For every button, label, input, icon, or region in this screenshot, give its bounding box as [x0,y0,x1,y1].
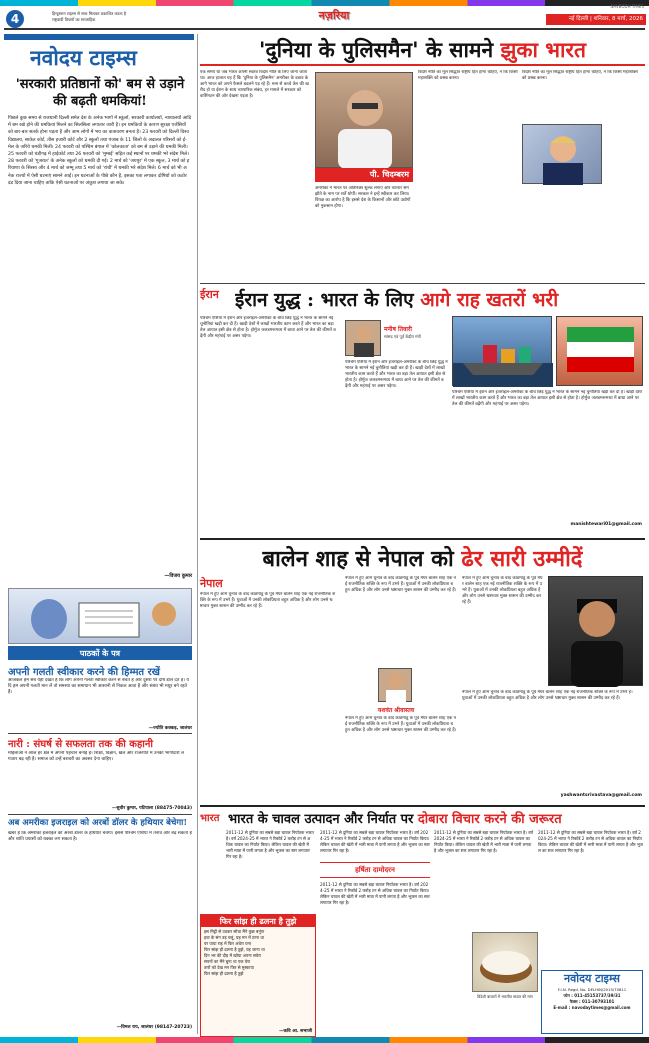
editorial-headline: 'सरकारी प्रतिष्ठानों को' बम से उड़ाने की बढ़ती धमकियां! [15,77,185,109]
poem-line: हवा के संग उड़ चलूं, यह मन में ठाना था [204,935,265,940]
rice-columnist: हर्षिता दामोदरन [320,862,430,878]
nepal-columnist-photo [378,668,412,702]
imprint-phone: फोन : 011-45153737/39/31 [563,992,621,998]
divider [200,538,645,540]
masthead-tagline: हिन्दुस्तान टाइम्स से साथ मिलकर प्रकाशित करता है [52,11,126,16]
lead-body-col1: एक समय था जब भारत अपनी स्वतंत्र विदेश नीति के लिए जाना जाता था। आज हालात यह हैं कि 'दुनिया के पुलिसमैन' अमरीका के दबाव के आगे भारत को अपने फैसले बदलने पड़ रहे हैं। रूस से कच्चे तेल की खरीद हो या ईरान के साथ व्यापारिक संबंध, हर मामले में सरकार को वाशिंगटन की ओर देखना पड़ता है। [200,70,309,99]
iran-columnist: मनीष तिवारी [384,326,412,333]
lead-headline-text: 'दुनिया के पुलिसमैन' के सामने झुका भारत [259,37,586,62]
dateline-city: नई दिल्ली [568,16,589,22]
letter2-author: —सुधीर कुमार, पटियाला (88475-70043) [111,806,192,811]
nepal-body-col4: नेपाल में हुए आम चुनाव के बाद काठमांडू के पूर्व मेयर बालेन शाह एक नई राजनीतिक शक्ति के रूप में उभरे हैं। युवाओं में उनकी लोकप्रियता बहुत अधिक है और लोग उनसे भ्रष्टाचार मुक्त शासन की उम्मीद कर रहे हैं। [462,576,543,606]
rice-body-col3: 2011-12 से दुनिया का सबसे बड़ा चावल निर्यातक भारत है। वर्ष 2024-25 में भारत ने रिकॉर्ड 2 करोड़ टन से अधिक चावल का निर्यात किया। लेकिन चावल की खेती में भारी मात्रा में पानी लगता है और भूजल का स्तर लगातार गिर रहा है। [434,830,533,853]
color-strip-bottom [0,1037,649,1043]
lead-headline [200,36,645,64]
letter1-title: अपनी गलती स्वीकार करने की हिम्मत रखें [8,667,160,678]
rice-body-col4: 2011-12 से दुनिया का सबसे बड़ा चावल निर्यातक भारत है। वर्ष 2024-25 में भारत ने रिकॉर्ड 2 करोड़ टन से अधिक चावल का निर्यात किया। लेकिन चावल की खेती में भारी मात्रा में पानी लगता है और भूजल का स्तर लगातार गिर रहा है। [538,830,643,853]
iran-body-col1: पश्चिम एशिया में ईरान और इजराइल-अमरीका के बीच छिड़े युद्ध ने भारत के सामने नई चुनौतियां खड़ी कर दी हैं। खाड़ी देशों में लाखों भारतीय काम करते हैं और भारत का बड़ा तेल आयात इसी क्षेत्र से होता है। होर्मुज जलडमरूमध्य में बाधा आने पर तेल की कीमतें बढ़ेंगी और महंगाई पर असर पड़ेगा। [200,316,336,340]
divider [200,283,645,284]
person-icon [316,73,414,169]
masthead [4,4,645,30]
divider [200,805,645,807]
rice-body-col2b: 2011-12 से दुनिया का सबसे बड़ा चावल निर्यातक भारत है। वर्ष 2024-25 में भारत ने रिकॉर्ड 2 करोड़ टन से अधिक चावल का निर्यात किया। लेकिन चावल की खेती में भारी मात्रा में पानी लगता है और भूजल का स्तर लगातार गिर रहा है। [320,882,430,905]
nepal-body-col3: नेपाल में हुए आम चुनाव के बाद काठमांडू के पूर्व मेयर बालेन शाह एक नई राजनीतिक शक्ति के रूप में उभरे हैं। युवाओं में उनकी लोकप्रियता बहुत अधिक है और लोग उनसे भ्रष्टाचार मुक्त शासन की उम्मीद कर रहे हैं। [345,716,457,734]
imprint-box [541,970,643,1034]
iran-headline: ईरान युद्ध : भारत के लिए आगे राह खतरों भरी [235,289,559,311]
divider [8,733,192,734]
letter3-author: —विमल राय, जालंधर (98147-20723) [116,1025,192,1030]
logo-band [4,34,194,40]
letter2-title: नारी : संघर्ष से सफलता तक की कहानी [8,739,154,750]
poem-line: फिर सांझ ही ढलना है तुझे [204,971,244,976]
nepal-email: yashwantsrivastava@gmail.com [560,793,642,798]
readers-corner-title: पाठकों के पत्र [8,646,192,660]
nepal-kicker: नेपाल [200,577,223,590]
divider [8,814,192,815]
headline-highlight: झुका भारत [500,37,586,62]
iran-email: manishtewari01@gmail.com [570,522,642,527]
editorial-body: पिछले कुछ समय से राजधानी दिल्ली समेत देश के अनेक भागों में स्कूलों, सरकारी कार्यालयों, न्यायालयों आदि में बम रखे होने की धमकियां मिलने का सिलसिला लगातार जारी है। इन धमकियों के कारण सुरक्षा एजेंसियों को बार-बार सतर्क होना पड़ता है और आम लोगों में भय का वातावरण बनता है। 23 फरवरी को दिल्ली विश्वविद्यालय, साकेत कोर्ट, तीस हजारी कोर्ट और 2 स्कूलों तथा पंजाब के 11 जिलों के अदालत परिसरों को ई-मेल के जरिये धमकी मिली। 24 फरवरी को पश्चिम बंगाल में 'कोलकाता' को बम से उड़ाने की धमकी मिली। 25 फरवरी को चंडीगढ़ में हाईकोर्ट तथा 26 फरवरी को 'मुम्बई' सहित कई स्थानों पर धमकी भरे संदेश मिले। 28 फरवरी को 'गुजरात' के अनेक स्कूलों को धमकी दी गई। 2 मार्च को 'जयपुर' में एक स्कूल, 3 मार्च को हरियाणा के सिरसा और 4 मार्च को जम्मू तथा 5 मार्च को 'रांची' में धमकी भरे संदेश मिले। 6 मार्च को भी अनेक राज्यों में ऐसी घटनाएं सामने आईं। इन घटनाओं के पीछे कौन है, इसका पता लगाकर दोषियों को कठोर दंड दिया जाना चाहिए ताकि ऐसी घटनाओं पर अंकुश लगाया जा सके। [8,116,192,186]
rice-photo [472,932,538,992]
poem-box [200,914,316,1037]
dateline-day: शनिवार [593,16,609,22]
person-icon [523,125,603,185]
nepal-body-col2: नेपाल में हुए आम चुनाव के बाद काठमांडू के पूर्व मेयर बालेन शाह एक नई राजनीतिक शक्ति के रूप में उभरे हैं। युवाओं में उनकी लोकप्रियता बहुत अधिक है और लोग उनसे भ्रष्टाचार मुक्त शासन की उम्मीद कर रहे हैं। [345,576,457,594]
nepal-columnist: यशवंत श्रीवास्तव [377,707,415,714]
ship-icon [453,317,553,387]
letter2-body: महिलाओं ने आज हर क्षेत्र में अपनी पहचान बनाई है। शिक्षा, विज्ञान, खेल और राजनीति में उनकी भागीदारी लगातार बढ़ रही है। समाज को उन्हें बराबरी का अवसर देना चाहिए। [8,751,185,762]
headline-highlight: दोबारा विचार करने की जरूरत [417,812,562,827]
poem-author: —कवि आ. सभाजी [279,1029,312,1034]
poem-line: तारों को देख मन फिर से मुस्काया [204,965,254,970]
masthead-subtagline: राष्ट्रवादी विचारों का साप्ताहिक [52,17,96,22]
iran-kicker: ईरान [200,288,219,301]
poem-line: पर पाया राह में फिर अंधेरा घना [204,941,252,946]
lead-body-col2: अमरीका ने भारत पर अतिरिक्त शुल्क लगाए और व्यापार समझौते के नाम पर शर्तें थोपीं। सरकार ने इन्हें स्वीकार कर लिया। विपक्ष का आरोप है कि इससे देश के किसानों और छोटे उद्योगों को नुकसान होगा। [315,186,411,209]
section-title: नज़रिया [318,9,350,22]
iran-body-col2: पश्चिम एशिया में ईरान और इजराइल-अमरीका के बीच छिड़े युद्ध ने भारत के सामने नई चुनौतियां खड़ी कर दी हैं। खाड़ी देशों में लाखों भारतीय काम करते हैं और भारत का बड़ा तेल आयात इसी क्षेत्र से होता है। होर्मुज जलडमरूमध्य में बाधा आने पर तेल की कीमतें बढ़ेंगी और महंगाई पर असर पड़ेगा। [345,360,448,390]
poem-title: फिर सांझ ही ढलना है तुझे [201,915,315,927]
poem-line: इस मिट्टी से उठकर सोचा मैंने कुछ बनूंगा [204,929,265,934]
rice-body-col2a: 2011-12 से दुनिया का सबसे बड़ा चावल निर्यातक भारत है। वर्ष 2024-25 में भारत ने रिकॉर्ड 2 करोड़ टन से अधिक चावल का निर्यात किया। लेकिन चावल की खेती में भारी मात्रा में पानी लगता है और भूजल का स्तर लगातार गिर रहा है। [320,830,430,853]
readers-illustration [8,588,192,644]
rice-bowl-icon [473,933,539,993]
poem-line: सपनों का मैंने बुना था एक घेरा [204,959,251,964]
poem-line: फिर सांझ ही ढलना है तुझे, यह जाना था [204,947,265,952]
lead-body-col4: विदेश नीति का मूल सिद्धांत राष्ट्रीय हित होना चाहिए, न कि किसी महाशक्ति को प्रसन्न करना। [522,70,638,81]
nepal-body-col5: नेपाल में हुए आम चुनाव के बाद काठमांडू के पूर्व मेयर बालेन शाह एक नई राजनीतिक शक्ति के रूप में उभरे हैं। युवाओं में उनकी लोकप्रियता बहुत अधिक है और लोग उनसे भ्रष्टाचार मुक्त शासन की उम्मीद कर रहे हैं। [462,690,633,702]
lead-columnist: पी. चिदम्बरम [315,168,413,182]
imprint-fax: फैक्स : 011-30793101 [569,998,615,1004]
dateline: नई दिल्ली | शनिवार, 8 मार्च, 2026 [546,14,646,25]
nepal-body-col1: नेपाल में हुए आम चुनाव के बाद काठमांडू के पूर्व मेयर बालेन शाह एक नई राजनीतिक शक्ति के रूप में उभरे हैं। युवाओं में उनकी लोकप्रियता बहुत अधिक है और लोग उनसे भ्रष्टाचार मुक्त शासन की उम्मीद कर रहे हैं। [200,592,336,610]
person-icon [379,669,413,703]
editorial-author: —विजय कुमार [164,573,192,579]
poem-line: दिन भर की दौड़ में खोया अपना सवेरा [204,953,261,958]
edition-ref: NAVBODH TIMES [610,4,644,9]
poem-lines [201,927,315,979]
rice-headline: भारत के चावल उत्पादन और निर्यात पर दोबारा विचार करने की जरूरत [228,812,562,827]
iran-flag-photo [556,316,643,386]
rice-caption: विदेशी बाजारों में भारतीय चावल की मांग [477,994,533,999]
color-strip-top [0,0,649,6]
page-number: 4 [6,10,24,28]
imprint-address: F.I.N. Regd. No. DELHIN/2015/70811 [557,987,627,992]
letter3-title: अब अमरीका इजराइल को अरबों डॉलर के हथियार बेचेगा! [8,818,188,828]
letter3-body: खबर है कि अमरीका इजराइल को अरबों डॉलर के हथियार बेचेगा। इससे पश्चिम एशिया में तनाव और बढ़ सकता है और शांति प्रयासों को धक्का लग सकता है। [8,831,192,843]
dateline-date: 8 मार्च, 2026 [612,16,643,22]
lead-body-col3: विदेश नीति का मूल सिद्धांत राष्ट्रीय हित होना चाहिए, न कि किसी महाशक्ति को प्रसन्न करना। [418,70,518,81]
nepal-headline: बालेन शाह से नेपाल को ढेर सारी उम्मीदें [262,546,583,572]
trump-photo [522,124,602,184]
letter1-author: —ज्योति कक्कड़, जालंधर [148,726,192,731]
headline-highlight: ढेर सारी उम्मीदें [461,546,583,572]
iran-body-col3: पश्चिम एशिया में ईरान और इजराइल-अमरीका के बीच छिड़े युद्ध ने भारत के सामने नई चुनौतियां खड़ी कर दी हैं। खाड़ी देशों में लाखों भारतीय काम करते हैं और भारत का बड़ा तेल आयात इसी क्षेत्र से होता है। होर्मुज जलडमरूमध्य में बाधा आने पर तेल की कीमतें बढ़ेंगी और महंगाई पर असर पड़ेगा। [452,390,642,408]
letter1-body: आजकल हम सब यही देखते हैं कि लोग अपनी गलती स्वीकार करने से बचते हैं और दूसरों पर दोष डाल देते हैं। यदि हम अपनी गलती मान लें तो समस्या का समाधान भी आसानी से निकल आता है और संबंध भी मधुर बने रहते हैं। [8,678,189,695]
flag-icon [557,317,644,387]
person-icon [549,577,644,687]
iran-ship-photo [452,316,552,386]
readers-figure-icon [9,589,193,645]
iran-columnist-photo [345,320,381,356]
imprint-email: E-mail : navodaytimes@gmail.com [553,1004,631,1010]
rice-body-col1: 2011-12 से दुनिया का सबसे बड़ा चावल निर्यातक भारत है। वर्ष 2024-25 में भारत ने रिकॉर्ड 2 करोड़ टन से अधिक चावल का निर्यात किया। लेकिन चावल की खेती में भारी मात्रा में पानी लगता है और भूजल का स्तर लगातार गिर रहा है। [226,830,314,859]
columnist-photo [315,72,413,168]
column-rule [197,34,198,1034]
rice-kicker-india: भारत [200,813,220,824]
headline-highlight: आगे राह खतरों भरी [420,289,559,311]
balen-photo [548,576,643,686]
imprint-logo: नवोदय टाइम्स [564,972,620,985]
logo-navodaya: नवोदय टाइम्स [30,45,137,70]
person-icon [346,321,382,357]
iran-columnist-role: सांसद एवं पूर्व केंद्रीय मंत्री [384,334,421,339]
lead-underline [200,64,645,66]
